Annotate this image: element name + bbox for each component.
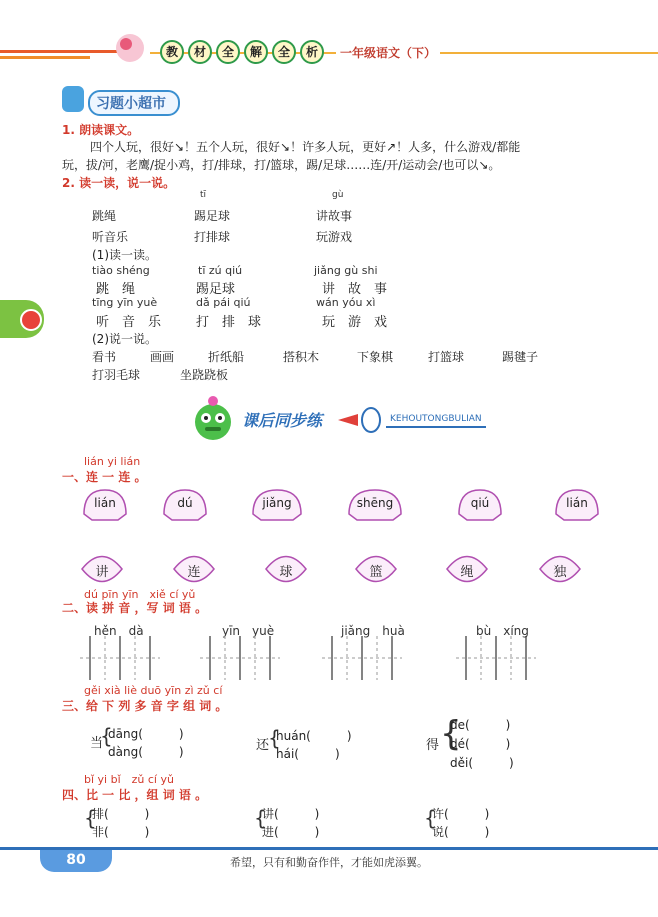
header-badges <box>160 40 324 64</box>
pinyin-r2-2: dǎ pái qiú <box>196 296 251 309</box>
chinese-r2-3: 玩 游 戏 <box>322 315 388 330</box>
brace: { <box>424 806 437 830</box>
pinyin-r2-1: tīng yīn yuè <box>92 296 158 309</box>
ex4-label: 四、比 一 比 ，组 词 语 。 <box>62 788 208 802</box>
hand-icon <box>358 402 384 434</box>
leaf-character: 球 <box>279 565 293 580</box>
leaf-card[interactable] <box>262 550 310 588</box>
q1-line2: 玩，拔/河，老鹰/捉小鸡，打/排球，打/篮球，踢/足球……连/开/运动会/也可以↘。 <box>62 158 501 172</box>
shell-pinyin: shēng <box>356 496 394 510</box>
ex2-group-pinyin: hěn dà <box>94 624 144 638</box>
page-number: 80 <box>66 852 86 868</box>
section2-title: 课后同步练 <box>242 411 323 430</box>
leaf-card[interactable] <box>536 550 584 588</box>
header-decoration <box>0 30 658 70</box>
annotation-gu: gù <box>332 190 344 200</box>
brace: { <box>440 714 462 754</box>
say-item: 打篮球 <box>428 350 465 364</box>
ex3-pinyin: gěi xià liè duō yīn zì zǔ cí <box>84 684 223 697</box>
leaf-character: 连 <box>187 565 201 580</box>
shell-pinyin: lián <box>94 496 116 510</box>
say-item: 画画 <box>150 350 175 364</box>
leaf-character: 篮 <box>369 565 383 580</box>
pinyin-r1-1: tiào shéng <box>92 264 150 277</box>
ex2-group-pinyin: bù xíng <box>476 624 529 638</box>
pinyin-r2-3: wán yóu xì <box>316 296 376 309</box>
ex3-item[interactable]: huán( ) <box>276 729 352 743</box>
ex3-char-2: 还 <box>256 738 270 753</box>
header-badge: 析 <box>300 40 324 64</box>
say-item: 折纸船 <box>208 350 245 364</box>
leaf-character: 独 <box>553 565 567 580</box>
ex3-item[interactable]: de( ) <box>450 718 511 732</box>
page-number-badge <box>40 850 112 872</box>
leaf-card[interactable] <box>78 550 126 588</box>
brace: { <box>268 726 281 750</box>
ex4-item[interactable]: 许( ) <box>432 807 490 821</box>
chinese-r2-1: 听 音 乐 <box>96 315 162 330</box>
ex3-item[interactable]: dāng( ) <box>108 727 184 741</box>
header-band <box>0 30 658 70</box>
header-badge: 材 <box>188 40 212 64</box>
monster-icon <box>190 396 236 442</box>
leaf-card[interactable] <box>443 550 491 588</box>
ex3-char-3: 得 <box>426 738 440 753</box>
leaf-character: 讲 <box>95 565 109 580</box>
word-r2-2: 打排球 <box>194 230 231 244</box>
q2-label: 2. 读一读，说一说。 <box>62 176 176 190</box>
word-r1-1: 跳绳 <box>92 209 117 223</box>
section2-banner <box>190 396 480 442</box>
ex3-item[interactable]: děi( ) <box>450 756 514 770</box>
section1-title: 习题小超市 <box>88 90 180 116</box>
header-badge: 全 <box>272 40 296 64</box>
ex3-item[interactable]: dàng( ) <box>108 745 184 759</box>
ex3-item[interactable]: hái( ) <box>276 747 340 761</box>
header-badge: 教 <box>160 40 184 64</box>
mascot-icon <box>20 309 42 331</box>
header-badge: 全 <box>216 40 240 64</box>
ex4-item[interactable]: 讲( ) <box>262 807 320 821</box>
word-r1-3: 讲故事 <box>316 209 353 223</box>
ex4-item[interactable]: 说( ) <box>432 825 490 839</box>
ex3-char-1: 当 <box>90 736 104 751</box>
sub1-label: (1)读一读。 <box>92 248 157 262</box>
side-tab <box>0 300 44 338</box>
shell-card[interactable] <box>80 488 130 524</box>
q1-line1: 四个人玩，很好↘！五个人玩，很好↘！许多人玩，更好↗！人多，什么游戏/都能 <box>90 140 521 154</box>
ex2-pinyin: dú pīn yīn xiě cí yǔ <box>84 588 196 601</box>
shell-pinyin: qiú <box>470 496 490 510</box>
chinese-r1-1: 跳 绳 <box>96 282 136 297</box>
say-item: 下象棋 <box>357 350 394 364</box>
robot-icon <box>62 86 84 112</box>
ex4-item[interactable]: 非( ) <box>92 825 150 839</box>
chinese-r1-3: 讲 故 事 <box>322 282 388 297</box>
shell-card[interactable] <box>160 488 210 524</box>
brace: { <box>84 806 97 830</box>
q1-label: 1. 朗读课文。 <box>62 123 140 137</box>
say-item: 踢毽子 <box>502 350 539 364</box>
chinese-r1-2: 踢足球 <box>196 282 236 297</box>
sub2-label: (2)说一说。 <box>92 332 157 346</box>
say-item: 坐跷跷板 <box>180 368 229 382</box>
pinyin-r1-2: tī zú qiú <box>198 264 243 277</box>
ex2-group-pinyin: yīn yuè <box>222 624 275 638</box>
annotation-ti: tī <box>200 190 207 200</box>
ex3-label: 三、给 下 列 多 音 字 组 词 。 <box>62 699 228 713</box>
arrow-icon <box>338 414 358 426</box>
chinese-r2-2: 打 排 球 <box>196 315 262 330</box>
pinyin-r1-3: jiǎng gù shi <box>314 264 378 277</box>
shell-card[interactable] <box>455 488 505 524</box>
header-badge: 解 <box>244 40 268 64</box>
word-r1-2: 踢足球 <box>194 209 231 223</box>
shell-card[interactable] <box>249 488 305 524</box>
writing-grid[interactable] <box>80 636 600 684</box>
ex1-label: 一、连 一 连 。 <box>62 470 147 484</box>
shell-pinyin: jiǎng <box>262 496 292 510</box>
word-r2-3: 玩游戏 <box>316 230 353 244</box>
brace: { <box>254 806 267 830</box>
leaf-card[interactable] <box>352 550 400 588</box>
ex4-item[interactable]: 排( ) <box>92 807 150 821</box>
word-r2-1: 听音乐 <box>92 230 129 244</box>
section1-title-banner <box>62 86 214 114</box>
say-item: 搭积木 <box>283 350 320 364</box>
section2-pinyin: KEHOUTONGBULIAN <box>386 412 486 428</box>
book-title: 一年级语文（下） <box>336 44 440 61</box>
footer-motto: 希望，只有和勤奋作伴，才能如虎添翼。 <box>230 856 428 869</box>
say-item: 打羽毛球 <box>92 368 141 382</box>
ex2-group-pinyin: jiǎng huà <box>341 624 405 638</box>
ex3-item[interactable]: dé( ) <box>450 737 511 751</box>
shell-pinyin: dú <box>177 496 193 510</box>
brace: { <box>100 724 113 748</box>
ex1-pinyin: lián yi lián <box>84 455 141 468</box>
ex4-item[interactable]: 进( ) <box>262 825 320 839</box>
say-item: 看书 <box>92 350 117 364</box>
ex2-label: 二、读 拼 音 ，写 词 语 。 <box>62 601 208 615</box>
shell-card[interactable] <box>345 488 405 524</box>
shell-pinyin: lián <box>566 496 588 510</box>
leaf-character: 绳 <box>460 565 474 580</box>
leaf-card[interactable] <box>170 550 218 588</box>
ex4-pinyin: bǐ yi bǐ zǔ cí yǔ <box>84 773 174 786</box>
shell-card[interactable] <box>552 488 602 524</box>
